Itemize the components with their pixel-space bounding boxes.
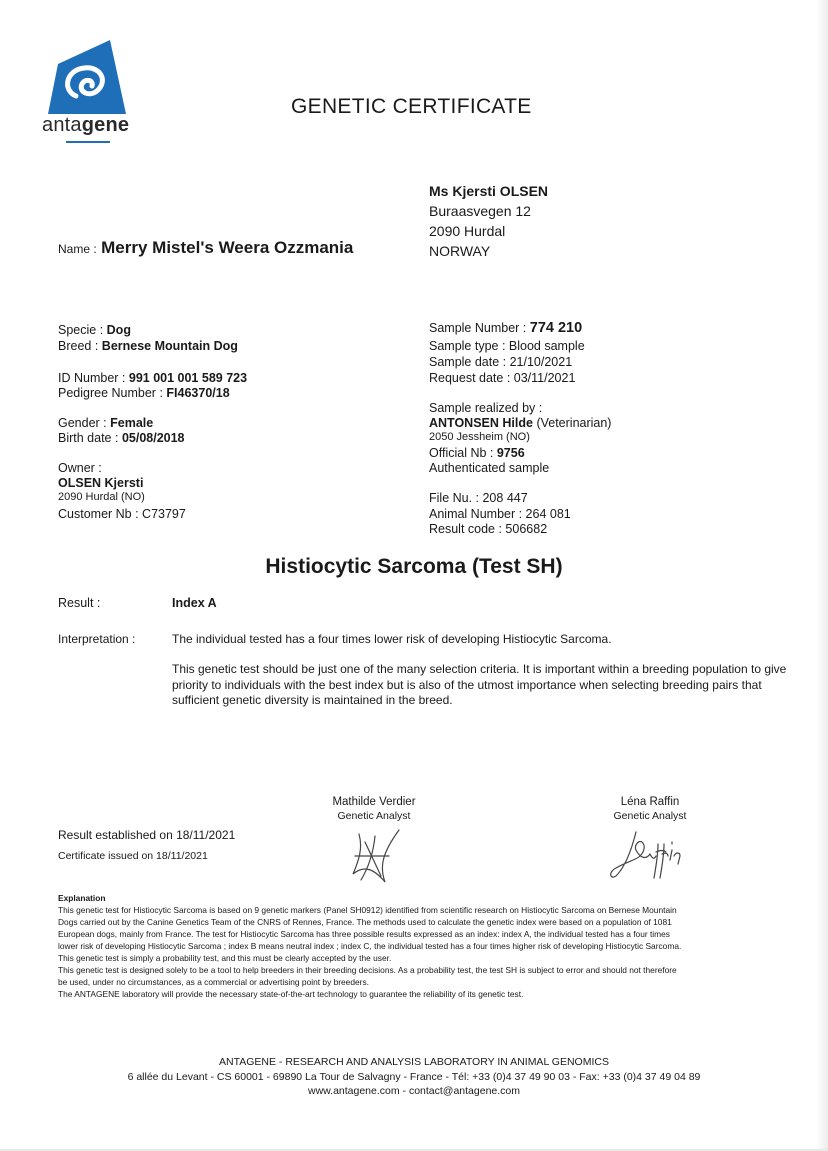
explanation-line: This genetic test is simply a probability test, and this must be clearly accepted by the user. xyxy=(58,953,392,963)
birth-value: 05/08/2018 xyxy=(121,431,185,445)
recipient-street: Buraasvegen 12 xyxy=(429,203,531,219)
signatory-role: Genetic Analyst xyxy=(613,810,687,822)
result-established-date: Result established on 18/11/2021 xyxy=(58,828,236,842)
authenticated-sample: Authenticated sample xyxy=(429,461,550,475)
signature-verdier-image xyxy=(345,826,405,886)
official-label: Official Nb : xyxy=(429,446,494,460)
pedigree-row xyxy=(58,385,230,401)
footer-lab-name: ANTAGENE - RESEARCH AND ANALYSIS LABORATORY IN ANIMAL GENOMICS xyxy=(219,1056,609,1068)
vet-role: (Veterinarian) xyxy=(536,416,612,430)
test-title: Histiocytic Sarcoma (Test SH) xyxy=(265,555,563,578)
sample-date: Sample date : 21/10/2021 xyxy=(429,355,573,369)
logo-text-prefix: anta xyxy=(42,114,82,136)
signatory-role: Genetic Analyst xyxy=(337,810,411,822)
vet-name: ANTONSEN Hilde xyxy=(429,416,533,430)
owner-city: 2090 Hurdal (NO) xyxy=(58,491,145,503)
signatory-raffin xyxy=(590,795,710,823)
explanation-title: Explanation xyxy=(58,893,106,903)
sample-realized-label: Sample realized by : xyxy=(429,401,543,415)
explanation-line: This genetic test for Histiocytic Sarcoma is based on 9 genetic markers (Panel SH0912) identified from scientific research on Histiocytic Sarcoma on Bernese Mountain xyxy=(58,905,677,915)
interpretation-note: This genetic test should be just one of the many selection criteria. It is important within a breeding population to give priority to individuals with the best index but is also of the utmost importance when selecting breeding pairs that sufficient genetic diversity is maintained in the breed. xyxy=(172,662,787,707)
signatory-name: Léna Raffin xyxy=(620,796,680,808)
logo-wordmark xyxy=(42,114,129,137)
interpretation-label: Interpretation : xyxy=(58,632,136,646)
recipient-address xyxy=(429,181,548,261)
explanation-line: Dogs carried out by the Canine Genetics Team of the CNRS of Rennes, France. The methods used to calculate the genetic index were based on a population of 1081 xyxy=(58,917,672,927)
id-label: ID Number : xyxy=(58,371,126,385)
result-value: Index A xyxy=(172,596,217,610)
signatory-name: Mathilde Verdier xyxy=(332,796,416,808)
recipient-city: 2090 Hurdal xyxy=(429,223,506,239)
id-value: 991 001 001 589 723 xyxy=(128,371,248,385)
explanation-section xyxy=(58,892,788,1000)
request-date: Request date : 03/11/2021 xyxy=(429,371,576,385)
official-row xyxy=(429,445,525,461)
vet-city: 2050 Jessheim (NO) xyxy=(429,431,530,443)
interpretation-text: The individual tested has a four times lower risk of developing Histiocytic Sarcoma. xyxy=(172,632,612,646)
vet-row xyxy=(429,415,611,431)
pedigree-value: FI46370/18 xyxy=(166,386,230,400)
breed-value: Bernese Mountain Dog xyxy=(101,339,238,353)
specie-value: Dog xyxy=(106,323,131,337)
explanation-line: lower risk of developing Histiocytic Sarcoma ; index B means neutral index ; index C, the individual tested has a four times higher risk of developing Histiocytic Sarcoma. xyxy=(58,941,682,951)
dog-name: Merry Mistel's Weera Ozzmania xyxy=(101,238,354,257)
page-edge-shadow xyxy=(816,0,828,1151)
dog-name-label: Name : xyxy=(58,242,97,256)
sample-number: 774 210 xyxy=(529,320,583,336)
breed-label: Breed : xyxy=(58,339,99,353)
pedigree-label: Pedigree Number : xyxy=(58,386,163,400)
id-row xyxy=(58,370,247,386)
recipient-name: Ms Kjersti OLSEN xyxy=(429,183,549,199)
sample-number-row xyxy=(429,320,582,336)
explanation-line: European dogs, mainly from France. The test for Histiocytic Sarcoma has three possible results expressed as an index: index A, the individual tested has a four times xyxy=(58,929,670,939)
birth-row xyxy=(58,430,185,446)
signature-raffin-image xyxy=(606,826,690,884)
specie-row xyxy=(58,322,131,338)
result-code: Result code : 506682 xyxy=(429,522,548,536)
gender-label: Gender : xyxy=(58,416,107,430)
gender-row xyxy=(58,415,153,431)
customer-number: Customer Nb : C73797 xyxy=(58,507,186,521)
logo-text-bold: gene xyxy=(81,114,130,136)
specie-label: Specie : xyxy=(58,323,104,337)
footer-web-contact: www.antagene.com - contact@antagene.com xyxy=(307,1085,521,1097)
footer-address: 6 allée du Levant - CS 60001 - 69890 La Tour de Salvagny - France - Tél: +33 (0)4 37 49 90 03 - Fax: +33 (0)4 37 49 04 89 xyxy=(127,1070,701,1083)
explanation-line: This genetic test is designed solely to be a tool to help breeders in their breeding decisions. As a probability test, the test SH is subject to error and should not therefore xyxy=(58,965,677,975)
official-value: 9756 xyxy=(496,446,525,460)
logo-underline xyxy=(66,141,110,143)
gender-value: Female xyxy=(110,416,154,430)
owner-name: OLSEN Kjersti xyxy=(58,476,144,490)
explanation-line: The ANTAGENE laboratory will provide the necessary state-of-the-art technology to guarantee the reliability of its genetic test. xyxy=(58,989,524,999)
birth-label: Birth date : xyxy=(58,431,119,445)
sample-number-label: Sample Number : xyxy=(429,321,527,335)
result-label: Result : xyxy=(58,596,101,610)
owner-label: Owner : xyxy=(58,461,102,475)
signatory-verdier xyxy=(314,795,434,823)
dog-name-block xyxy=(58,235,358,260)
antagene-logo-icon xyxy=(48,40,126,114)
sample-type: Sample type : Blood sample xyxy=(429,339,585,353)
recipient-country: NORWAY xyxy=(429,243,491,259)
page-footer xyxy=(0,1055,828,1099)
page-title: GENETIC CERTIFICATE xyxy=(291,95,532,118)
explanation-line: be used, under no circumstances, as a commercial or advertising point by breeders. xyxy=(58,977,369,987)
certificate-issued-date: Certificate issued on 18/11/2021 xyxy=(58,850,208,862)
animal-number: Animal Number : 264 081 xyxy=(429,507,571,521)
breed-row xyxy=(58,338,238,354)
file-number: File Nu. : 208 447 xyxy=(429,491,528,505)
